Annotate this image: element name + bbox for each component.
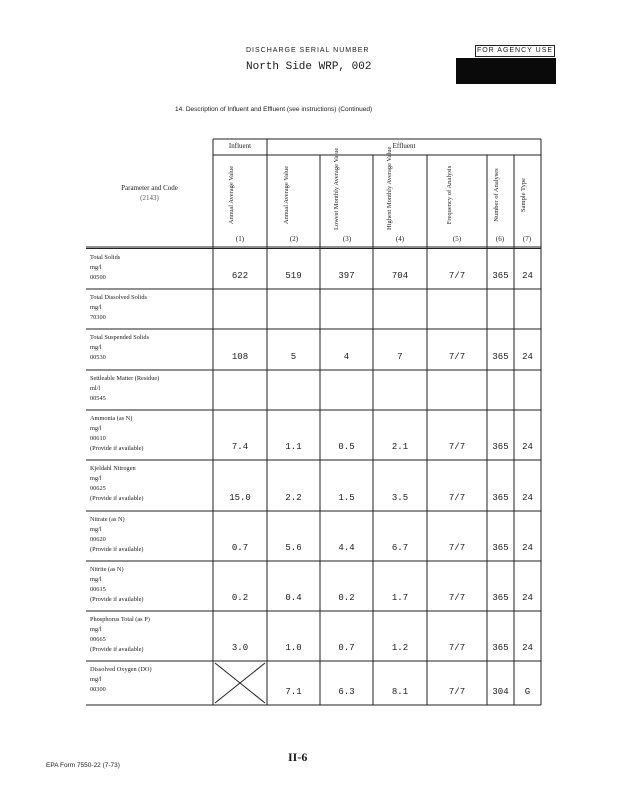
col-num-4: (4) [395, 235, 405, 243]
value-cell: 5 [290, 352, 297, 362]
col-label-2: Annual Average Value [283, 165, 290, 225]
serial-number-value: North Side WRP, 002 [246, 61, 372, 73]
value-cell: 7/7 [448, 643, 466, 653]
param-line: mg/l [90, 344, 102, 351]
param-line: (Provide if available) [90, 646, 144, 653]
form-number: EPA Form 7550-22 (7-73) [46, 762, 120, 769]
value-cell: 24 [522, 271, 533, 281]
param-line: (Provide if available) [90, 546, 144, 553]
parameter-header: Parameter and Code [121, 184, 178, 192]
param-line: 00500 [90, 274, 106, 281]
col-num-7: (7) [522, 235, 532, 243]
value-cell: 365 [492, 593, 509, 603]
value-cell: 397 [338, 271, 355, 281]
value-cell: 519 [285, 271, 302, 281]
value-cell: 304 [492, 687, 509, 697]
value-cell: 7/7 [448, 687, 466, 697]
param-line: mg/l [90, 576, 102, 583]
value-cell: 108 [231, 352, 249, 362]
value-cell: 7 [397, 352, 403, 362]
value-cell: 3.0 [231, 643, 249, 653]
value-cell: 24 [522, 442, 533, 452]
value-cell: 7/7 [448, 593, 466, 603]
value-cell: 7.1 [285, 687, 302, 697]
param-line: mg/l [90, 304, 102, 311]
value-cell: 24 [522, 543, 533, 553]
param-line: Kjeldahl Nitrogen [90, 465, 136, 472]
param-line: Total Dissolved Solids [90, 294, 147, 301]
value-cell: 3.5 [391, 493, 409, 503]
value-cell: 1.0 [285, 643, 302, 653]
value-cell: 24 [522, 352, 533, 362]
value-cell: 365 [492, 643, 509, 653]
value-cell: 0.2 [338, 593, 355, 603]
param-line: (Provide if available) [90, 495, 144, 502]
value-cell: 0.4 [285, 593, 302, 603]
param-line: 00545 [90, 395, 106, 402]
value-cell: 8.1 [391, 687, 409, 697]
serial-number-label: DISCHARGE SERIAL NUMBER [246, 47, 370, 54]
param-line: mg/l [90, 526, 102, 533]
col-num-1: (1) [235, 235, 245, 243]
param-line: 00530 [90, 354, 106, 361]
col-label-6: Number of Analyses [493, 168, 500, 222]
param-line: 00610 [90, 435, 106, 442]
parameter-code: (2143) [140, 194, 159, 202]
param-line: mg/l [90, 264, 102, 271]
param-line: 00620 [90, 536, 106, 543]
page-number: II-6 [288, 750, 308, 764]
param-line: 00665 [90, 636, 106, 643]
col-label-1: Annual Average Value [228, 165, 235, 225]
param-line: 00300 [90, 686, 106, 693]
value-cell: 0.5 [338, 442, 355, 452]
param-line: Phosphorus Total (as P) [90, 616, 150, 623]
param-line: 00625 [90, 485, 106, 492]
value-cell: 7/7 [448, 442, 466, 452]
value-cell: 1.1 [285, 442, 302, 452]
col-label-4: Highest Monthly Average Value [386, 146, 393, 230]
col-num-5: (5) [452, 235, 462, 243]
value-cell: 0.2 [231, 593, 249, 603]
value-cell: 1.7 [391, 593, 409, 603]
value-cell: 365 [492, 442, 509, 452]
param-line: mg/l [90, 626, 102, 633]
value-cell: 365 [492, 493, 509, 503]
value-cell: 7/7 [448, 493, 466, 503]
effluent-header: Effluent [392, 142, 416, 150]
value-cell: 365 [492, 271, 509, 281]
col-num-3: (3) [342, 235, 352, 243]
param-line: mg/l [90, 425, 102, 432]
value-cell: 0.7 [231, 543, 249, 553]
value-cell: 365 [492, 352, 509, 362]
value-cell: 1.2 [391, 643, 409, 653]
param-line: (Provide if available) [90, 596, 144, 603]
value-cell: 0.7 [338, 643, 355, 653]
value-cell: 365 [492, 543, 509, 553]
param-line: Total Suspended Solids [90, 334, 150, 341]
value-cell: 2.1 [391, 442, 409, 452]
influent-header: Influent [228, 142, 252, 150]
value-cell: 5.6 [285, 543, 302, 553]
value-cell: 6.7 [391, 543, 409, 553]
param-line: Settleable Matter (Residue) [90, 375, 160, 382]
param-line: Nitrite (as N) [90, 566, 124, 573]
param-line: Ammonia (as N) [90, 415, 133, 422]
param-line: mg/l [90, 676, 102, 683]
value-cell: 6.3 [338, 687, 355, 697]
col-label-7: Sample Type [520, 178, 527, 212]
param-line: Total Solids [90, 254, 121, 261]
value-cell: 24 [522, 593, 533, 603]
value-cell: 7.4 [231, 442, 249, 452]
col-num-2: (2) [289, 235, 299, 243]
value-cell: 7/7 [448, 543, 466, 553]
agency-use-label: FOR AGENCY USE [475, 45, 555, 57]
value-cell: 4.4 [338, 543, 355, 553]
param-line: Nitrate (as N) [90, 516, 125, 523]
value-cell: 622 [231, 271, 249, 281]
value-cell: 704 [391, 271, 409, 281]
value-cell: 7/7 [448, 271, 466, 281]
col-num-6: (6) [495, 235, 505, 243]
col-label-5: Frequency of Analysis [446, 165, 453, 225]
value-cell: 7/7 [448, 352, 466, 362]
param-line: 00615 [90, 586, 106, 593]
value-cell: 24 [522, 493, 533, 503]
value-cell: 15.0 [229, 493, 251, 503]
value-cell: 4 [343, 352, 350, 362]
value-cell: 2.2 [285, 493, 302, 503]
value-cell: G [524, 687, 531, 697]
param-line: 70300 [90, 314, 106, 321]
section-title: 14. Description of Influent and Effluent (see instructions) (Continued) [175, 106, 373, 113]
param-line: Dissolved Oxygen (DO) [90, 666, 152, 673]
param-line: ml/l [90, 385, 101, 392]
value-cell: 1.5 [338, 493, 355, 503]
col-label-3: Lowest Monthly Average Value [333, 147, 340, 230]
param-line: mg/l [90, 475, 102, 482]
param-line: (Provide if available) [90, 445, 144, 452]
value-cell: 24 [522, 643, 533, 653]
